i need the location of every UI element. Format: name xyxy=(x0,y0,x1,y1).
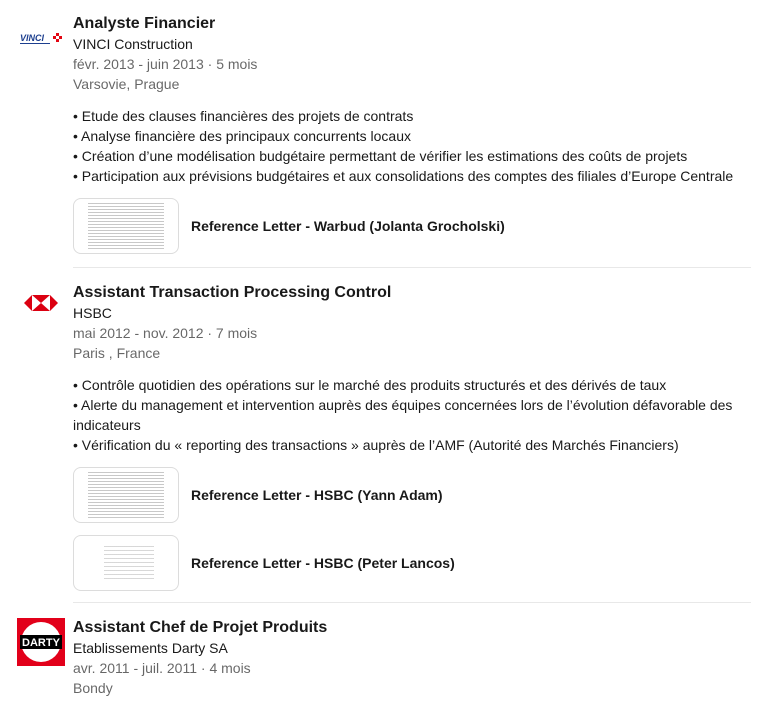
date-range: févr. 2013 - juin 2013 · 5 mois xyxy=(73,56,258,72)
description-line: • Analyse financière des principaux concurrents locaux xyxy=(73,128,411,144)
description-line: • Vérification du « reporting des transactions » auprès de l’AMF (Autorité des Marchés Financiers) xyxy=(73,437,679,453)
company-logo[interactable] xyxy=(17,283,65,331)
company-name: Etablissements Darty SA xyxy=(73,640,228,656)
hsbc-logo-icon xyxy=(17,283,65,323)
company-logo[interactable] xyxy=(17,26,65,50)
document-page-preview xyxy=(104,546,154,580)
document-thumbnail[interactable] xyxy=(73,467,179,523)
location: Paris , France xyxy=(73,345,161,361)
media-attachment[interactable] xyxy=(73,198,753,254)
vinci-logo-text: VINCI xyxy=(20,33,45,43)
description-line: • Alerte du management et intervention auprès des équipes concernées lors de l’évolution défavorable des indicateurs xyxy=(73,397,733,433)
job-title[interactable]: Assistant Transaction Processing Control xyxy=(73,284,392,301)
experience-item xyxy=(0,283,775,595)
description xyxy=(73,106,753,186)
date-range: avr. 2011 - juil. 2011 · 4 mois xyxy=(73,660,251,676)
darty-logo-icon xyxy=(17,618,65,666)
document-page-preview xyxy=(88,203,164,251)
document-thumbnail[interactable] xyxy=(73,198,179,254)
media-title[interactable]: Reference Letter - HSBC (Yann Adam) xyxy=(191,487,443,503)
media-title[interactable]: Reference Letter - HSBC (Peter Lancos) xyxy=(191,555,455,571)
description xyxy=(73,375,753,455)
company-logo[interactable] xyxy=(17,618,65,666)
company-name: HSBC xyxy=(73,305,112,321)
media-attachment[interactable] xyxy=(73,467,753,523)
description-line: • Création d’une modélisation budgétaire permettant de vérifier les estimations des coûts de projets xyxy=(73,148,688,164)
media-title[interactable]: Reference Letter - Warbud (Jolanta Grocholski) xyxy=(191,218,505,234)
darty-logo-text: DARTY xyxy=(22,637,60,649)
document-page-preview xyxy=(88,472,164,520)
company-name: VINCI Construction xyxy=(73,36,193,52)
date-range: mai 2012 - nov. 2012 · 7 mois xyxy=(73,325,258,341)
document-thumbnail[interactable] xyxy=(73,535,179,591)
vinci-logo-icon xyxy=(19,31,63,45)
media-attachment[interactable] xyxy=(73,535,753,591)
divider xyxy=(73,267,751,268)
job-title[interactable]: Assistant Chef de Projet Produits xyxy=(73,619,328,636)
location: Bondy xyxy=(73,680,113,696)
divider xyxy=(73,602,751,603)
experience-item xyxy=(0,14,775,258)
description-line: • Etude des clauses financières des projets de contrats xyxy=(73,108,414,124)
job-title[interactable]: Analyste Financier xyxy=(73,15,216,32)
description-line: • Participation aux prévisions budgétaires et aux consolidations des comptes des filiales d’Europe Centrale xyxy=(73,168,734,184)
experience-item xyxy=(0,618,775,703)
location: Varsovie, Prague xyxy=(73,76,180,92)
description-line: • Contrôle quotidien des opérations sur le marché des produits structurés et des dérivés de taux xyxy=(73,377,667,393)
